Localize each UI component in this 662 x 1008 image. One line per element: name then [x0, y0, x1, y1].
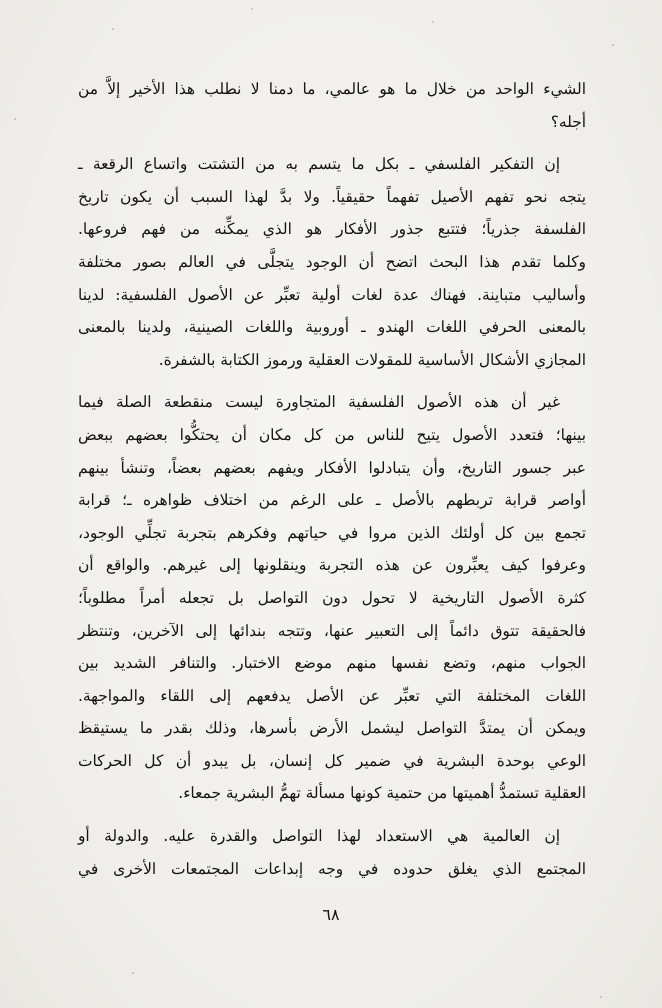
text-line: أجله؟ — [550, 112, 586, 131]
paper-speck — [612, 44, 614, 46]
text-line: غير أن هذه الأصول الفلسفية المتجاورة ليست منقطعة الصلة فيما — [78, 393, 560, 412]
paper-speck — [251, 8, 253, 10]
paper-speck — [432, 21, 434, 23]
text-line: الشيء الواحد من خلال ما هو عالمي، ما دمنا لا نطلب هذا الأخير إلاَّ من — [78, 80, 586, 98]
text-line: كثرة الأصول التاريخية لا تحول دون التواصل بل تجعله أمراً مطلوباً؛ — [78, 588, 586, 607]
paper-speck — [14, 118, 16, 120]
text-line: المجازي الأشكال الأساسية للمقولات العقلية ورموز الكتابة بالشفرة. — [158, 350, 586, 369]
paper-speck — [112, 28, 114, 30]
paragraph-4 — [78, 820, 586, 885]
paragraph-1 — [78, 73, 586, 138]
text-line: الفلسفة جذرياً؛ فتتبع جذور الأفكار هو الذي يمكِّنه من فهم فروعها. — [78, 220, 586, 239]
text-line: اللغات المختلفة التي تعبِّر عن الأصل يدفعهم إلى اللقاء والمواجهة. — [78, 686, 586, 705]
body-text — [78, 73, 586, 885]
text-line: الجواب منهم، وتضع نفسها منهم موضع الاختبار. والتنافر الشديد بين — [78, 654, 586, 673]
text-line: إن العالمية هي الاستعداد لهذا التواصل والقدرة عليه. والدولة أو — [78, 827, 560, 846]
text-line: بينها؛ فتعدد الأصول يتيح للناس من كل مكان أن يحتكُّوا بعضهم ببعض — [78, 425, 586, 444]
paper-speck — [132, 972, 134, 974]
text-line: الوعي بوحدة البشرية في ضمير كل إنسان، بل يبدو أن كل الحركات — [78, 751, 586, 770]
text-line: العقلية تستمدُّ أهميتها من حتمية كونها مسألة تهمُّ البشرية جمعاء. — [178, 784, 586, 803]
page-number: ٦٨ — [322, 905, 340, 924]
paragraph-3 — [78, 386, 586, 810]
paragraph-2 — [78, 148, 586, 376]
text-line: وكلما تقدم هذا البحث اتضح أن الوجود يتجلَّى في العالم بصور مختلفة — [78, 252, 586, 271]
text-line: المجتمع الذي يغلق حدوده في وجه إبداعات المجتمعات الأخرى في — [78, 859, 586, 878]
text-line: أواصر قرابة تربطهم بالأصل ـ على الرغم من اختلاف ظواهره ـ؛ قرابة — [78, 491, 586, 510]
paper-speck — [600, 996, 602, 998]
text-line: بالمعنى الحرفي اللغات الهندو ـ أوروبية واللغات الصينية، ولدينا بالمعنى — [78, 318, 586, 337]
text-line: ويمكن أن يمتدَّ التواصل ليشمل الأرض بأسرها، وذلك بقدر ما يستيقظ — [78, 719, 586, 738]
text-line: عبر جسور التاريخ، وأن يتبادلوا الأفكار ويفهم بعضهم بعضاً، وتنشأ بينهم — [78, 458, 586, 477]
text-line: إن التفكير الفلسفي ـ بكل ما يتسم به من التشتت واتساع الرقعة ـ — [78, 155, 560, 174]
text-line: وأساليب متباينة. فهناك عدة لغات أولية تعبِّر عن الأصول الفلسفية: لدينا — [78, 285, 586, 304]
text-line: يتجه نحو تفهم الأصيل تفهماً حقيقياً. ولا بدَّ لهذا السبب أن يكون تاريخ — [78, 187, 586, 206]
text-line: تجمع بين كل أولئك الذين مروا في حياتهم وفكرهم بتجربة تجلِّي الوجود، — [78, 523, 586, 542]
text-line: فالحقيقة تتوق دائماً إلى التعبير عنها، وتتجه بندائها إلى الآخرين، وتنتظر — [78, 621, 586, 640]
text-line: وعرفوا كيف يعبِّرون عن هذه التجربة وينقلونها إلى غيرهم. والواقع أن — [78, 556, 586, 575]
